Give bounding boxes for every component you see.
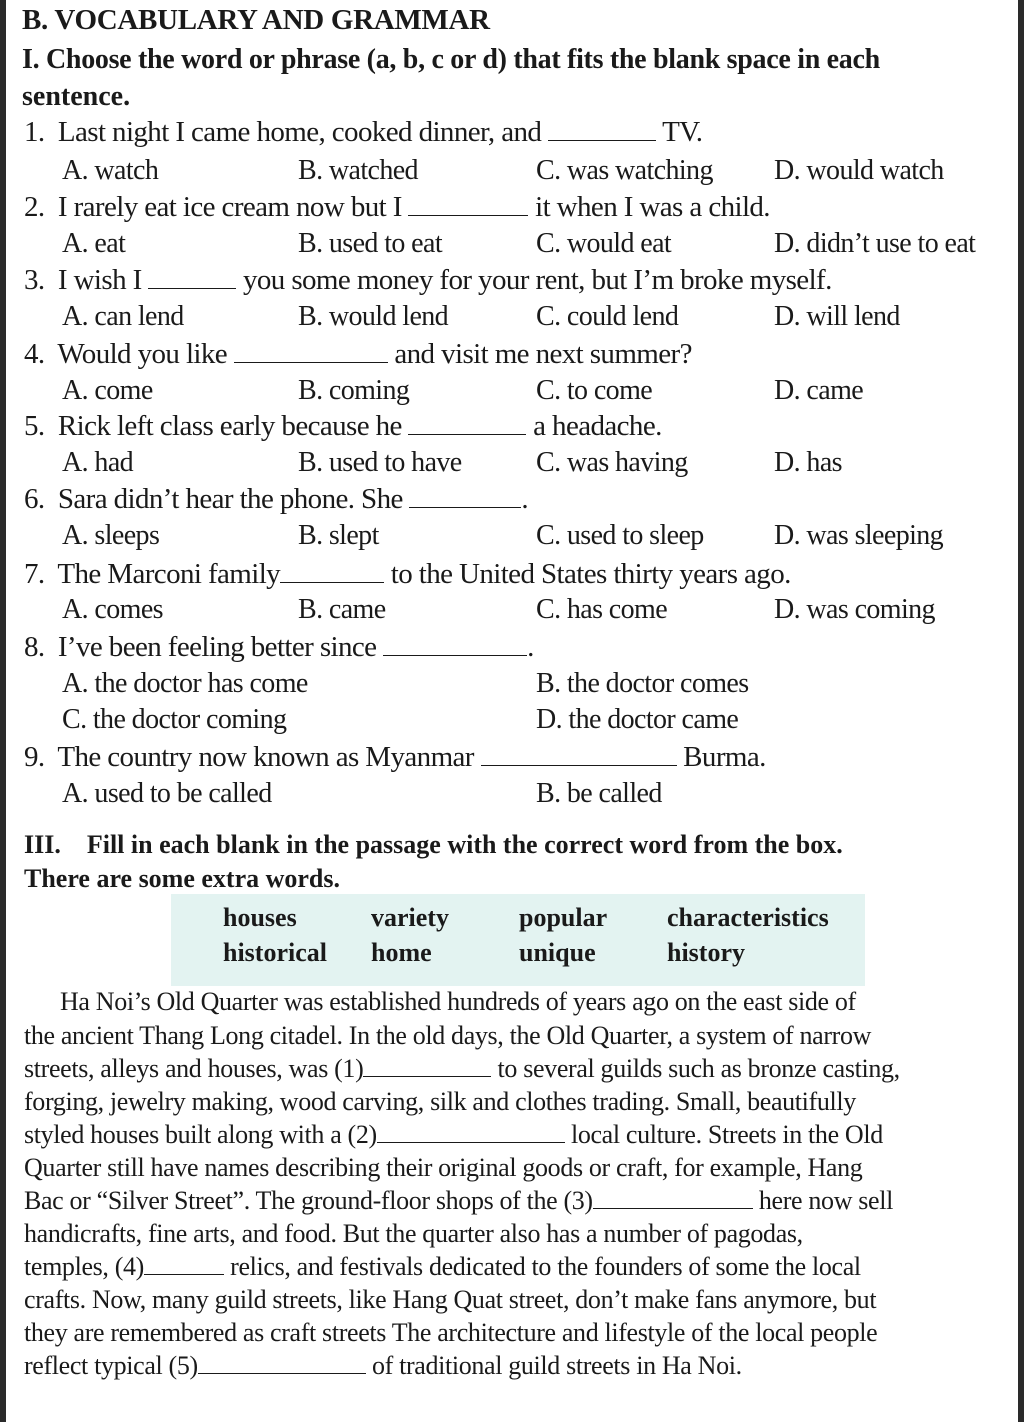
option-a[interactable]: A. used to be called	[62, 778, 272, 809]
option-b[interactable]: B. used to have	[298, 447, 462, 478]
word-box-item: unique	[519, 938, 596, 967]
passage-line: forging, jewelry making, wood carving, silk and clothes trading. Small, beautifully	[24, 1087, 856, 1116]
question-text-post: .	[521, 483, 529, 515]
option-c[interactable]: C. was watching	[536, 155, 713, 186]
option-d[interactable]: D. has	[774, 447, 842, 478]
question-text-post: a headache.	[533, 410, 662, 442]
passage-blank-1[interactable]	[363, 1054, 491, 1077]
question-text-post: to the United States thirty years ago.	[390, 558, 791, 590]
question-2	[24, 191, 770, 224]
option-d[interactable]: D. will lend	[774, 301, 900, 332]
passage-line: Ha Noi’s Old Quarter was established hundreds of years ago on the east side of	[60, 987, 856, 1016]
answer-blank[interactable]	[408, 412, 526, 435]
question-number: 7.	[24, 558, 45, 590]
word-box-item: houses	[223, 903, 297, 932]
question-number: 4.	[24, 338, 45, 370]
passage-line: temples, (4) relics, and festivals dedicated to the founders of some the local	[24, 1252, 861, 1281]
passage-line: streets, alleys and houses, was (1) to several guilds such as bronze casting,	[24, 1054, 900, 1083]
question-text-pre: The Marconi family	[57, 558, 281, 590]
option-d[interactable]: D. would watch	[774, 155, 944, 186]
question-number: 2.	[24, 191, 45, 223]
word-box-item: history	[667, 938, 745, 967]
word-box-item: historical	[223, 938, 327, 967]
question-1	[24, 116, 702, 149]
option-d[interactable]: D. was sleeping	[774, 520, 944, 551]
question-text-post: and visit me next summer?	[394, 338, 692, 370]
passage-blank-4[interactable]	[144, 1252, 224, 1275]
answer-blank[interactable]	[548, 118, 656, 141]
option-a[interactable]: A. can lend	[62, 301, 184, 332]
question-text-pre: Last night I came home, cooked dinner, and	[57, 116, 542, 148]
answer-blank[interactable]	[383, 633, 527, 656]
question-text-pre: I wish I	[57, 264, 142, 296]
passage-line: Quarter still have names describing their original goods or craft, for example, Hang	[24, 1153, 863, 1182]
answer-blank[interactable]	[408, 193, 528, 216]
passage-line: styled houses built along with a (2) local culture. Streets in the Old	[24, 1120, 883, 1149]
passage-line: they are remembered as craft streets The architecture and lifestyle of the local people	[24, 1318, 878, 1347]
passage-line: crafts. Now, many guild streets, like Hang Quat street, don’t make fans anymore, but	[24, 1285, 877, 1314]
question-8	[24, 631, 534, 664]
section-title: B. VOCABULARY AND GRAMMAR	[22, 4, 490, 36]
option-d[interactable]: D. was coming	[774, 594, 935, 625]
question-text-post: Burma.	[683, 741, 766, 773]
option-a[interactable]: A. comes	[62, 594, 163, 625]
option-d[interactable]: D. the doctor came	[536, 704, 739, 735]
part3-instruction-line1: III. Fill in each blank in the passage with the correct word from the box.	[24, 830, 843, 859]
option-b[interactable]: B. used to eat	[298, 228, 443, 259]
answer-blank[interactable]	[234, 340, 388, 363]
option-c[interactable]: C. has come	[536, 594, 668, 625]
left-border	[0, 0, 6, 1422]
answer-blank[interactable]	[409, 485, 521, 508]
word-box-item: popular	[519, 903, 608, 932]
option-c[interactable]: C. the doctor coming	[62, 704, 287, 735]
answer-blank[interactable]	[148, 266, 236, 289]
question-number: 8.	[24, 631, 45, 663]
question-text-pre: Sara didn’t hear the phone. She	[57, 483, 403, 515]
option-b[interactable]: B. slept	[298, 520, 379, 551]
question-text-pre: I rarely eat ice cream now but I	[57, 191, 402, 223]
question-text-post: .	[527, 631, 534, 663]
question-text-post: TV.	[662, 116, 703, 148]
question-9	[24, 741, 766, 774]
option-c[interactable]: C. was having	[536, 447, 688, 478]
option-d[interactable]: D. didn’t use to eat	[774, 228, 976, 259]
option-b[interactable]: B. be called	[536, 778, 662, 809]
option-a[interactable]: A. come	[62, 375, 153, 406]
option-a[interactable]: A. had	[62, 447, 134, 478]
part3-instruction-line2: There are some extra words.	[24, 864, 341, 893]
option-c[interactable]: C. would eat	[536, 228, 672, 259]
question-text-post: you some money for your rent, but I’m broke myself.	[243, 264, 832, 296]
question-text-pre: I’ve been feeling better since	[57, 631, 377, 663]
question-text-post: it when I was a child.	[535, 191, 770, 223]
option-a[interactable]: A. eat	[62, 228, 126, 259]
part1-instruction-line1: I. Choose the word or phrase (a, b, c or d) that fits the blank space in each	[22, 44, 880, 75]
option-b[interactable]: B. coming	[298, 375, 410, 406]
option-a[interactable]: A. sleeps	[62, 520, 160, 551]
option-d[interactable]: D. came	[774, 375, 864, 406]
option-b[interactable]: B. watched	[298, 155, 418, 186]
option-c[interactable]: C. could lend	[536, 301, 679, 332]
option-a[interactable]: A. watch	[62, 155, 159, 186]
right-border	[1018, 0, 1024, 1422]
question-6	[24, 483, 528, 516]
question-number: 6.	[24, 483, 45, 515]
passage-line: reflect typical (5) of traditional guild streets in Ha Noi.	[24, 1351, 742, 1380]
option-c[interactable]: C. to come	[536, 375, 653, 406]
word-box-item: characteristics	[667, 903, 829, 932]
question-4	[24, 338, 692, 371]
question-text-pre: Rick left class early because he	[57, 410, 402, 442]
passage-line: handicrafts, fine arts, and food. But the quarter also has a number of pagodas,	[24, 1219, 803, 1248]
question-number: 5.	[24, 410, 45, 442]
passage-blank-3[interactable]	[593, 1186, 753, 1209]
passage-line: the ancient Thang Long citadel. In the old days, the Old Quarter, a system of narrow	[24, 1021, 872, 1050]
answer-blank[interactable]	[280, 560, 384, 583]
word-box	[171, 894, 865, 986]
passage-line: Bac or “Silver Street”. The ground-floor shops of the (3) here now sell	[24, 1186, 893, 1215]
option-b[interactable]: B. the doctor comes	[536, 668, 749, 699]
question-5	[24, 410, 662, 443]
word-box-item: variety	[371, 903, 449, 932]
option-c[interactable]: C. used to sleep	[536, 520, 704, 551]
option-b[interactable]: B. came	[298, 594, 386, 625]
answer-blank[interactable]	[481, 743, 677, 766]
question-7	[24, 558, 791, 591]
question-text-pre: Would you like	[57, 338, 228, 370]
question-number: 9.	[24, 741, 45, 773]
question-text-pre: The country now known as Myanmar	[57, 741, 474, 773]
word-box-item: home	[371, 938, 432, 967]
option-a[interactable]: A. the doctor has come	[62, 668, 308, 699]
question-3	[24, 264, 832, 297]
passage-blank-5[interactable]	[198, 1351, 366, 1374]
passage-blank-2[interactable]	[377, 1120, 565, 1143]
option-b[interactable]: B. would lend	[298, 301, 449, 332]
question-number: 1.	[24, 116, 45, 148]
part1-instruction-line2: sentence.	[22, 81, 131, 112]
question-number: 3.	[24, 264, 45, 296]
